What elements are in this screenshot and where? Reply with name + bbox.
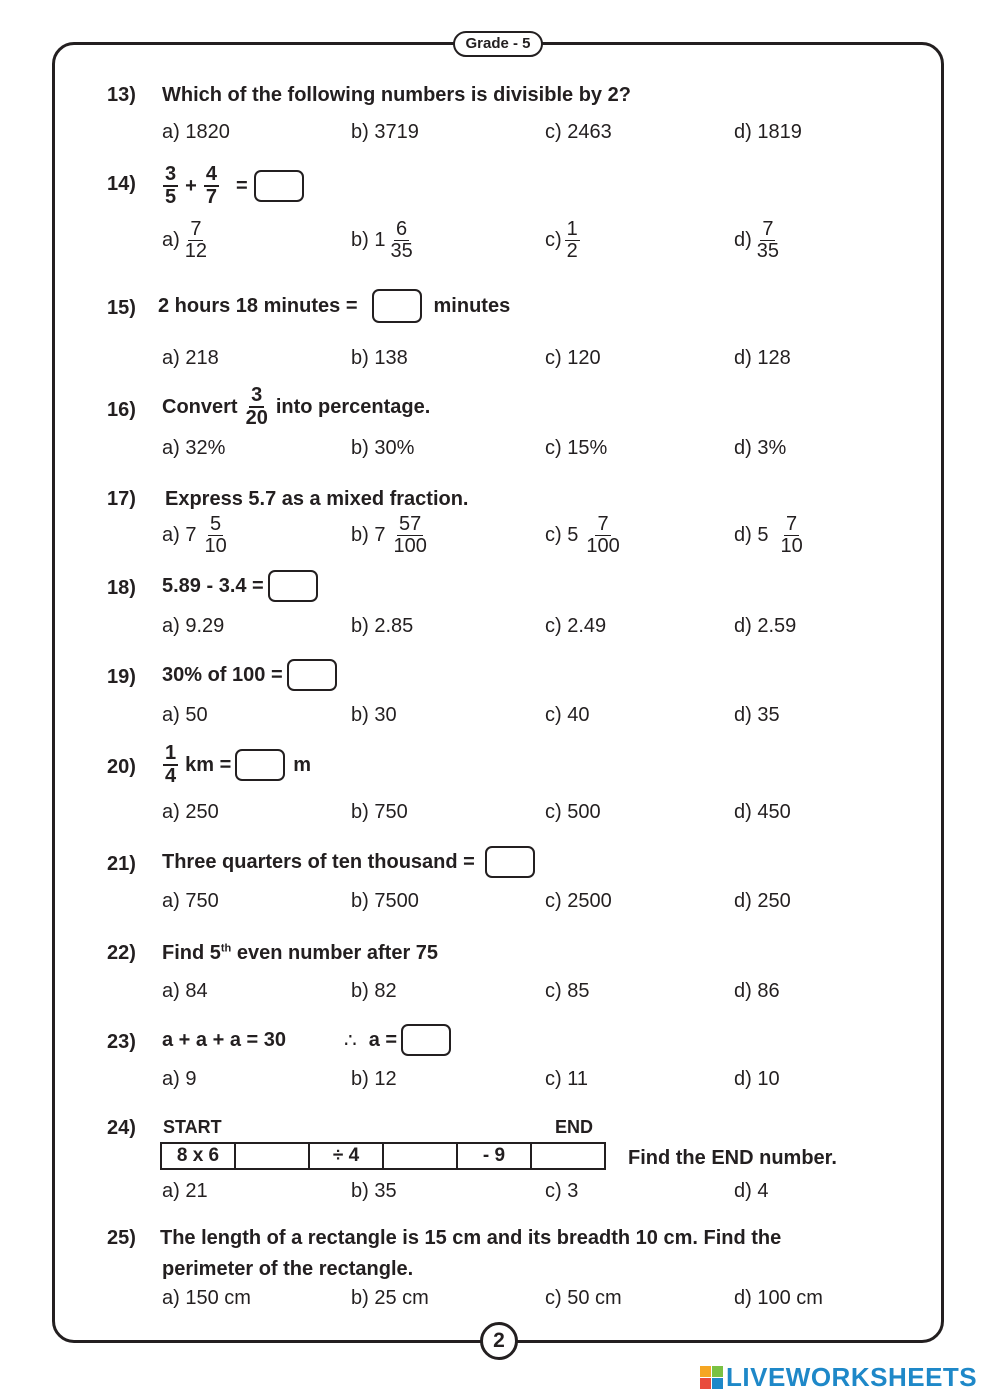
option-b[interactable]: b) 25 cm (351, 1287, 429, 1309)
chain-cell: ÷ 4 (309, 1143, 383, 1169)
answer-box[interactable] (235, 749, 285, 781)
option-label: c) (545, 229, 562, 251)
denominator: 20 (245, 407, 268, 429)
numerator: 7 (762, 218, 774, 240)
option-d[interactable]: d) 35 (734, 704, 780, 726)
logo-block (700, 1366, 711, 1377)
option-d[interactable]: d) 4 (734, 1180, 769, 1202)
numerator: 3 (165, 163, 177, 185)
option-d[interactable]: d) 1819 (734, 121, 802, 143)
fraction (163, 743, 178, 787)
option-b[interactable] (351, 514, 432, 557)
option-d[interactable]: d) 10 (734, 1068, 780, 1090)
option-a[interactable]: a) 9 (162, 1068, 197, 1090)
numerator: 6 (396, 218, 408, 240)
fraction (388, 219, 414, 262)
question-number: 23) (107, 1031, 136, 1053)
question-number: 13) (107, 84, 136, 106)
chain-cell: - 9 (457, 1143, 531, 1169)
fraction (778, 514, 804, 557)
option-c[interactable]: c) 11 (545, 1068, 588, 1090)
option-label: a) (162, 229, 180, 251)
option-d[interactable]: d) 250 (734, 890, 791, 912)
numerator: 3 (251, 384, 263, 406)
option-a[interactable]: a) 32% (162, 437, 226, 459)
fraction (391, 514, 428, 557)
fraction (584, 514, 621, 557)
question-text-start: Find 5 (162, 942, 221, 964)
equals-sign: = (235, 174, 248, 197)
logo-text: LIVEWORKSHEETS (726, 1362, 978, 1392)
option-b[interactable]: b) 2.85 (351, 615, 414, 637)
option-b[interactable]: b) 138 (351, 347, 408, 369)
question-text-start: km = (185, 753, 232, 776)
question-text-start: 5.89 - 3.4 = (162, 574, 264, 597)
chain-cell[interactable] (235, 1143, 309, 1169)
question-number: 16) (107, 399, 136, 421)
option-a[interactable]: a) 218 (162, 347, 219, 369)
denominator: 35 (756, 240, 780, 262)
question-text-start: 2 hours 18 minutes = (158, 294, 358, 317)
option-b[interactable]: b) 82 (351, 980, 397, 1002)
numerator: 1 (165, 742, 177, 764)
option-c[interactable]: c) 2500 (545, 890, 612, 912)
question-text-start: a + a + a = 30 (162, 1028, 286, 1051)
option-a[interactable]: a) 150 cm (162, 1287, 251, 1309)
question-text (162, 659, 337, 691)
numerator: 5 (210, 513, 222, 535)
option-d[interactable] (734, 219, 784, 262)
denominator: 35 (390, 240, 413, 262)
fraction (755, 219, 781, 262)
start-label: START (163, 1117, 222, 1137)
option-b[interactable]: b) 30% (351, 437, 415, 459)
question-number: 15) (107, 297, 136, 319)
question-number: 18) (107, 577, 136, 599)
denominator: 12 (184, 240, 208, 262)
option-d[interactable]: d) 450 (734, 801, 791, 823)
question-number: 25) (107, 1227, 136, 1249)
option-c[interactable]: c) 2463 (545, 121, 612, 143)
option-d[interactable]: d) 100 cm (734, 1287, 823, 1309)
denominator: 100 (586, 535, 620, 557)
chain-cell: 8 x 6 (161, 1143, 235, 1169)
option-a[interactable]: a) 50 (162, 704, 208, 726)
option-d[interactable]: d) 86 (734, 980, 780, 1002)
ordinal-suffix: th (220, 942, 232, 955)
grade-badge: Grade - 5 (453, 31, 543, 57)
question-text-start: Three quarters of ten thousand = (162, 850, 475, 873)
question-number: 14) (107, 173, 136, 195)
option-a[interactable]: a) 21 (162, 1180, 208, 1202)
denominator: 2 (566, 240, 578, 262)
question-text: Which of the following numbers is divisible by 2? (162, 84, 631, 106)
option-label: b) 1 (351, 229, 386, 251)
option-c[interactable]: c) 120 (545, 347, 601, 369)
question-text (162, 385, 430, 429)
question-text (162, 846, 535, 878)
chain-cell-end[interactable] (531, 1143, 605, 1169)
option-b[interactable] (351, 219, 418, 262)
answer-box[interactable] (401, 1024, 451, 1056)
numerator: 1 (566, 218, 578, 240)
denominator: 10 (780, 535, 803, 557)
option-c[interactable]: c) 15% (545, 437, 608, 459)
question-text: Find the END number. (628, 1147, 837, 1169)
question-expression (160, 164, 304, 208)
question-text-end: a = (368, 1028, 398, 1051)
fraction (183, 219, 209, 262)
fraction (244, 385, 270, 429)
option-d[interactable]: d) 2.59 (734, 615, 797, 637)
fraction (163, 164, 178, 208)
logo-icon (700, 1366, 723, 1389)
question-text-end: m (293, 753, 312, 776)
end-label: END (555, 1117, 594, 1137)
option-a[interactable]: a) 1820 (162, 121, 230, 143)
question-text (162, 570, 318, 602)
option-c[interactable]: c) 50 cm (545, 1287, 622, 1309)
question-text (162, 942, 438, 965)
question-number: 21) (107, 853, 136, 875)
question-text (162, 1024, 451, 1056)
option-label: a) 7 (162, 524, 197, 546)
numerator: 7 (786, 513, 798, 535)
question-number: 19) (107, 666, 136, 688)
question-text-start: Convert (162, 395, 238, 418)
page-number: 2 (480, 1322, 518, 1360)
answer-box[interactable] (254, 170, 304, 202)
option-a[interactable]: a) 250 (162, 801, 219, 823)
option-label: c) 5 (545, 524, 579, 546)
question-text-end: even number after 75 (231, 942, 439, 964)
denominator: 5 (165, 186, 177, 208)
option-a[interactable]: a) 84 (162, 980, 208, 1002)
option-b[interactable]: b) 30 (351, 704, 397, 726)
question-text-line2: perimeter of the rectangle. (162, 1258, 414, 1280)
option-c[interactable]: c) 40 (545, 704, 590, 726)
denominator: 7 (205, 186, 217, 208)
option-c[interactable] (545, 514, 625, 557)
denominator: 4 (165, 765, 177, 787)
plus-sign: + (185, 174, 197, 197)
option-b[interactable]: b) 12 (351, 1068, 397, 1090)
option-d[interactable]: d) 3% (734, 437, 787, 459)
option-c[interactable]: c) 2.49 (545, 615, 607, 637)
chain-cell[interactable] (383, 1143, 457, 1169)
answer-box[interactable] (287, 659, 337, 691)
question-number: 24) (107, 1117, 136, 1139)
option-c[interactable]: c) 3 (545, 1180, 579, 1202)
question-text-start: 30% of 100 = (162, 663, 283, 686)
question-text-end: into percentage. (275, 395, 431, 418)
numerator: 7 (190, 218, 202, 240)
option-b[interactable]: b) 7500 (351, 890, 419, 912)
option-a[interactable]: a) 750 (162, 890, 219, 912)
option-label: d) (734, 229, 752, 251)
option-d[interactable] (734, 514, 808, 557)
denominator: 100 (393, 535, 427, 557)
fraction (202, 514, 228, 557)
question-text (160, 743, 311, 787)
option-c[interactable] (545, 219, 583, 262)
option-c[interactable]: c) 85 (545, 980, 590, 1002)
option-a[interactable] (162, 514, 232, 557)
numerator: 7 (597, 513, 609, 535)
option-b[interactable]: b) 35 (351, 1180, 397, 1202)
denominator: 10 (204, 535, 227, 557)
fraction (204, 164, 219, 208)
option-label: d) 5 (734, 524, 769, 546)
question-text: Express 5.7 as a mixed fraction. (165, 488, 469, 510)
operation-chain (160, 1142, 606, 1170)
answer-box[interactable] (372, 289, 422, 323)
therefore-symbol: ∴ (344, 1029, 357, 1052)
question-text-end: minutes (433, 294, 511, 317)
numerator: 4 (205, 163, 217, 185)
question-number: 20) (107, 756, 136, 778)
option-label: b) 7 (351, 524, 386, 546)
answer-box[interactable] (485, 846, 535, 878)
option-b[interactable]: b) 3719 (351, 121, 419, 143)
option-a[interactable]: a) 9.29 (162, 615, 225, 637)
question-number: 22) (107, 942, 136, 964)
question-text-line1: The length of a rectangle is 15 cm and its breadth 10 cm. Find the (160, 1227, 782, 1249)
option-d[interactable]: d) 128 (734, 347, 791, 369)
option-a[interactable] (162, 219, 212, 262)
logo-block (700, 1378, 711, 1389)
fraction (565, 219, 580, 262)
question-text (158, 289, 510, 323)
liveworksheets-logo[interactable] (700, 1362, 977, 1393)
question-number: 17) (107, 488, 136, 510)
answer-box[interactable] (268, 570, 318, 602)
option-c[interactable]: c) 500 (545, 801, 601, 823)
numerator: 57 (399, 513, 422, 535)
option-b[interactable]: b) 750 (351, 801, 408, 823)
logo-block (712, 1366, 723, 1377)
logo-block (712, 1378, 723, 1389)
